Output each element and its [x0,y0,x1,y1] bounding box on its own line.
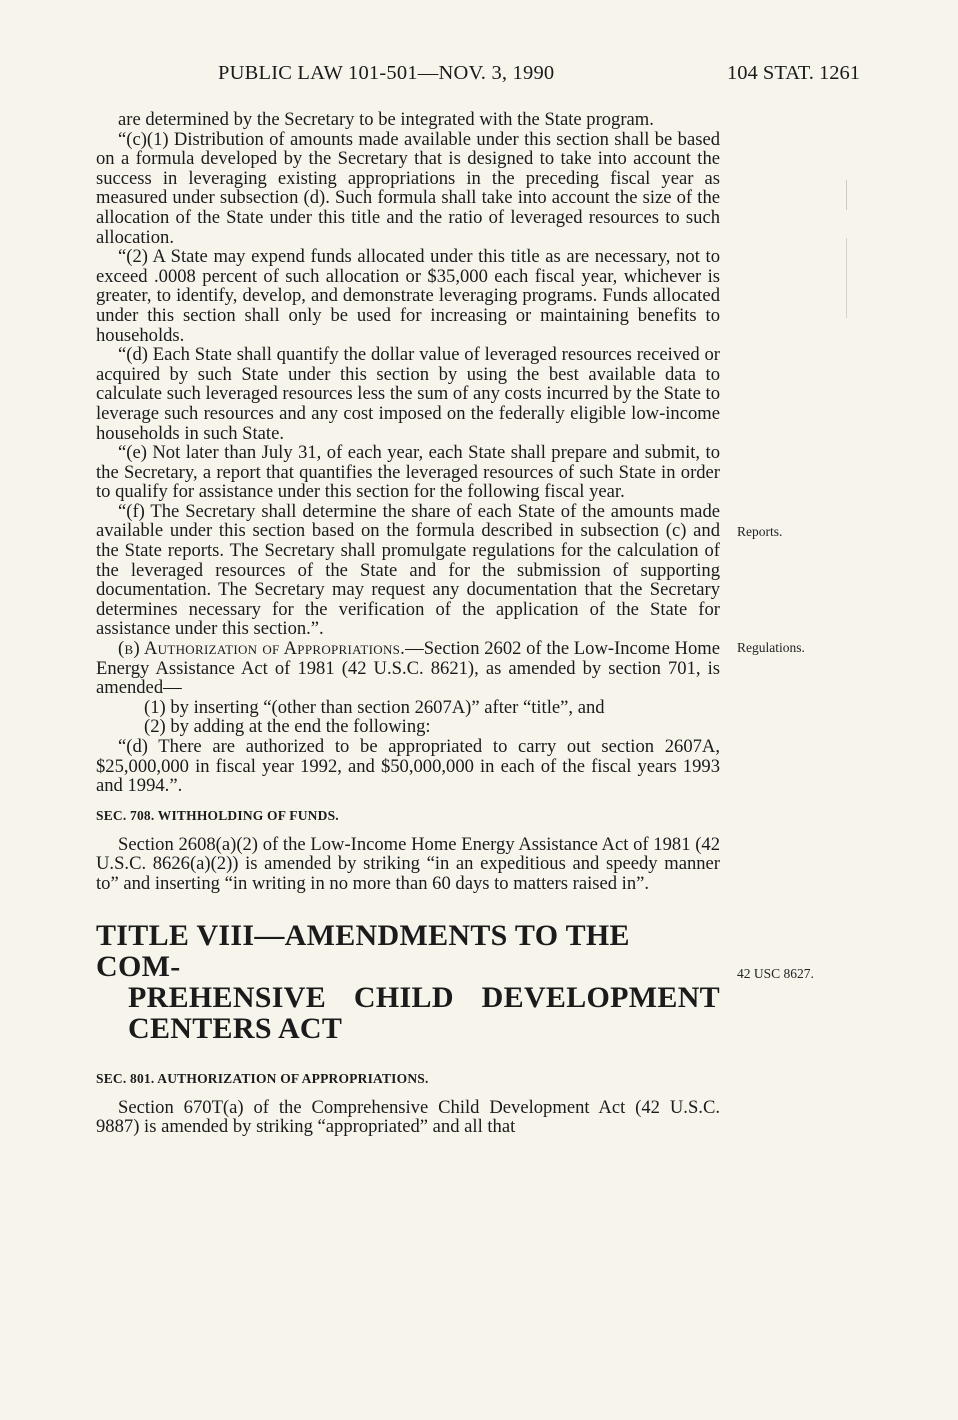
page-header [0,62,958,92]
header-stat-page: 104 STAT. 1261 [727,62,860,84]
authorization-label: (b) Authorization of Appropriations. [118,638,406,660]
paragraph-f: “(f) The Secretary shall determine the share of each State of the amounts made available under this section based on the formula described in subsection (c) and the State reports. The Secretary shall promulgate regulations for the calculation of the leveraged resources of the State and for the submission of supporting documentation. The Secretary may request any documentation that the Secretary determines necessary for the verification of the application of the State for assistance under this section.”. [96,500,720,640]
paragraph-d: “(d) Each State shall quantify the dollar value of leveraged resources received or acquired by such State under this section by using the best available data to calculate such leveraged resources less the sum of any costs incurred by the State to leverage such resources and any cost imposed on the federally eligible low-income households in such State. [96,344,720,444]
margin-note-reports: Reports. [737,524,783,539]
title-viii-heading [96,920,720,1044]
paragraph-c1: “(c)(1) Distribution of amounts made available under this section shall be based on a formula developed by the Secretary that is designed to take into account the success in leveraging existing appropriations in the preceding fiscal year as measured under subsection (d). Such formula shall take into account the size of the allocation of the State under this title and the ratio of leveraged resources to such allocation. [96,128,720,248]
authorization-text: —Section 2602 of the Low-Income Home Energy Assistance Act of 1981 (42 U.S.C. 8621), as amended by section 701, is amended— [96,638,720,699]
title-line-1: TITLE VIII—AMENDMENTS TO THE COM- [96,918,630,983]
section-801-heading: SEC. 801. AUTHORIZATION OF APPROPRIATIONS. [96,1070,429,1086]
section-708-heading: SEC. 708. WITHHOLDING OF FUNDS. [96,807,339,823]
section-708-text: Section 2608(a)(2) of the Low-Income Home Energy Assistance Act of 1981 (42 U.S.C. 8626(a)(2)) is amended by striking “in an expeditious and speedy manner to” and inserting “in writing in no more than 60 days to matters raised in”. [96,833,720,894]
margin-note-regulations: Regulations. [737,640,805,655]
section-801-text: Section 670T(a) of the Comprehensive Child Development Act (42 U.S.C. 9887) is amended by striking “appropriated” and all that [96,1096,720,1138]
title-line-3: CENTERS ACT [128,1011,343,1045]
paragraph-authorized-amounts: “(d) There are authorized to be appropriated to carry out section 2607A, $25,000,000 in fiscal year 1992, and $50,000,000 in each of the fiscal years 1993 and 1994.”. [96,736,720,797]
scan-mark [846,180,847,210]
title-line-2: PREHENSIVE CHILD DEVELOPMENT [128,980,720,1014]
list-item-1: (1) by inserting “(other than section 2607A)” after “title”, and [144,696,605,718]
paragraph-continuation: are determined by the Secretary to be integrated with the State program. [118,109,654,130]
header-law-citation: PUBLIC LAW 101-501—NOV. 3, 1990 [218,62,555,84]
paragraph-c2: “(2) A State may expend funds allocated under this title as are necessary, not to exceed .0008 percent of such allocation or $35,000 each fiscal year, whichever is greater, to identify, develop, and demonstrate leveraging programs. Funds allocated under this section shall only be used for increasing or maintaining benefits to households. [96,246,720,346]
paragraph-authorization [96,639,720,698]
margin-note-usc: 42 USC 8627. [737,966,814,981]
paragraph-e: “(e) Not later than July 31, of each year, each State shall prepare and submit, to the Secretary, a report that quantifies the leveraged resources of such State in order to qualify for assistance under this section for the following fiscal year. [96,442,720,503]
main-text [96,110,720,1137]
scan-mark [846,238,847,318]
list-item-2: (2) by adding at the end the following: [144,716,431,738]
